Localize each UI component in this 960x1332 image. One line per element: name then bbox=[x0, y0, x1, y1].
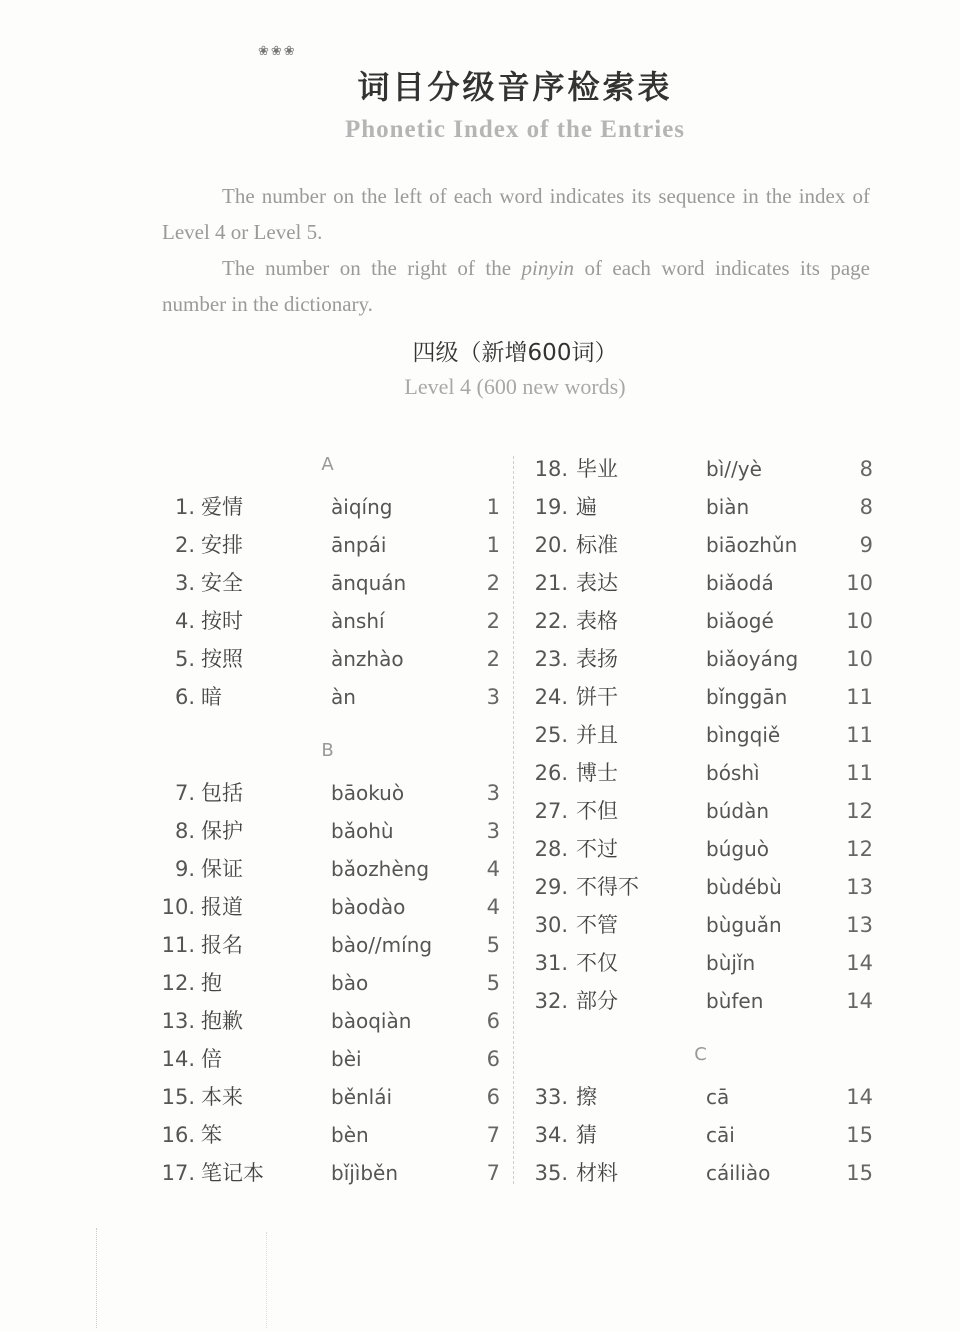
entry-number: 17. bbox=[161, 1161, 195, 1185]
entry-page: 9 bbox=[859, 533, 873, 557]
entry-list-b-left bbox=[155, 774, 500, 1192]
entry-page: 5 bbox=[486, 971, 500, 995]
intro-paragraph-2-start: The number on the right of the bbox=[222, 256, 522, 280]
entry-pinyin: běnlái bbox=[331, 1085, 393, 1109]
entry-page: 4 bbox=[486, 857, 500, 881]
index-entry bbox=[155, 774, 500, 812]
entry-number: 6. bbox=[174, 685, 195, 709]
page-title-english: Phonetic Index of the Entries bbox=[344, 116, 686, 143]
scan-edge-mark bbox=[96, 1228, 99, 1328]
entry-number: 23. bbox=[534, 647, 568, 671]
index-entry bbox=[155, 678, 500, 716]
entry-page: 8 bbox=[859, 457, 873, 481]
section-letter-a: A bbox=[321, 454, 334, 475]
entry-list-b-right bbox=[528, 450, 873, 1020]
entry-number: 13. bbox=[161, 1009, 195, 1033]
entry-pinyin: bùjǐn bbox=[706, 951, 756, 975]
entry-word: 并且 bbox=[576, 723, 618, 747]
entry-number: 22. bbox=[534, 609, 568, 633]
entry-pinyin: bào bbox=[331, 971, 369, 995]
entry-word: 标准 bbox=[576, 533, 618, 557]
entry-page: 15 bbox=[846, 1161, 873, 1185]
index-entry bbox=[528, 716, 873, 754]
index-entry bbox=[155, 526, 500, 564]
entry-pinyin: ānpái bbox=[331, 533, 387, 557]
entry-page: 11 bbox=[846, 761, 873, 785]
index-entry bbox=[155, 564, 500, 602]
entry-pinyin: cāi bbox=[706, 1123, 735, 1147]
entry-word: 不仅 bbox=[576, 951, 618, 975]
index-entry bbox=[155, 1116, 500, 1154]
entry-pinyin: bèn bbox=[331, 1123, 369, 1147]
entry-pinyin: cáiliào bbox=[706, 1161, 771, 1185]
entry-pinyin: ānquán bbox=[331, 571, 407, 595]
entry-pinyin: bùfen bbox=[706, 989, 764, 1013]
entry-number: 9. bbox=[174, 857, 195, 881]
entry-pinyin: bāokuò bbox=[331, 781, 405, 805]
entry-number: 10. bbox=[161, 895, 195, 919]
index-entry bbox=[528, 792, 873, 830]
entry-word: 本来 bbox=[201, 1085, 243, 1109]
entry-number: 2. bbox=[174, 533, 195, 557]
entry-page: 12 bbox=[846, 799, 873, 823]
entry-word: 材料 bbox=[576, 1161, 618, 1185]
entry-pinyin: bǐjìběn bbox=[331, 1161, 399, 1185]
entry-list-c bbox=[528, 1078, 873, 1192]
entry-number: 7. bbox=[174, 781, 195, 805]
entry-pinyin: biǎoyáng bbox=[706, 647, 799, 671]
index-entry bbox=[155, 888, 500, 926]
entry-number: 20. bbox=[534, 533, 568, 557]
entry-word: 包括 bbox=[201, 781, 243, 805]
section-letter-b: B bbox=[321, 740, 334, 761]
entry-page: 4 bbox=[486, 895, 500, 919]
index-entry bbox=[528, 1116, 873, 1154]
entry-page: 3 bbox=[486, 819, 500, 843]
entry-word: 报道 bbox=[201, 895, 243, 919]
section-letter-c: C bbox=[694, 1044, 707, 1065]
intro-paragraph-2 bbox=[162, 250, 870, 322]
intro-text bbox=[162, 178, 870, 322]
entry-word: 不管 bbox=[576, 913, 618, 937]
entry-pinyin: bùguǎn bbox=[706, 913, 782, 937]
entry-word: 表格 bbox=[576, 609, 618, 633]
entry-word: 饼干 bbox=[576, 685, 618, 709]
index-entry bbox=[155, 1040, 500, 1078]
entry-word: 报名 bbox=[201, 933, 243, 957]
entry-word: 不得不 bbox=[576, 875, 639, 899]
entry-pinyin: ànzhào bbox=[331, 647, 404, 671]
index-entry bbox=[155, 488, 500, 526]
entry-page: 13 bbox=[846, 913, 873, 937]
entry-number: 27. bbox=[534, 799, 568, 823]
index-entry bbox=[528, 868, 873, 906]
entry-word: 倍 bbox=[201, 1047, 222, 1071]
index-entry bbox=[528, 944, 873, 982]
entry-page: 13 bbox=[846, 875, 873, 899]
entry-number: 21. bbox=[534, 571, 568, 595]
entry-page: 5 bbox=[486, 933, 500, 957]
index-entry bbox=[528, 982, 873, 1020]
entry-number: 26. bbox=[534, 761, 568, 785]
index-entry bbox=[528, 830, 873, 868]
entry-number: 34. bbox=[534, 1123, 568, 1147]
entry-word: 按时 bbox=[201, 609, 243, 633]
index-entry bbox=[528, 450, 873, 488]
entry-pinyin: biāozhǔn bbox=[706, 533, 798, 557]
entry-number: 11. bbox=[161, 933, 195, 957]
index-entry bbox=[155, 1154, 500, 1192]
entry-word: 表达 bbox=[576, 571, 618, 595]
entry-number: 18. bbox=[534, 457, 568, 481]
entry-word: 安全 bbox=[201, 571, 243, 595]
entry-word: 不但 bbox=[576, 799, 618, 823]
entry-pinyin: bóshì bbox=[706, 761, 760, 785]
index-entry bbox=[528, 1078, 873, 1116]
entry-page: 7 bbox=[486, 1161, 500, 1185]
index-entry bbox=[155, 926, 500, 964]
entry-pinyin: bào//míng bbox=[331, 933, 433, 957]
entry-pinyin: bì//yè bbox=[706, 457, 762, 481]
column-divider bbox=[513, 456, 514, 1184]
entry-word: 保证 bbox=[201, 857, 243, 881]
entry-number: 24. bbox=[534, 685, 568, 709]
index-entry bbox=[155, 850, 500, 888]
entry-word: 爱情 bbox=[201, 495, 243, 519]
intro-pinyin-word: pinyin bbox=[521, 256, 574, 280]
entry-page: 11 bbox=[846, 723, 873, 747]
entry-page: 10 bbox=[846, 647, 873, 671]
entry-number: 4. bbox=[174, 609, 195, 633]
entry-number: 33. bbox=[534, 1085, 568, 1109]
entry-word: 按照 bbox=[201, 647, 243, 671]
entry-page: 8 bbox=[859, 495, 873, 519]
entry-word: 不过 bbox=[576, 837, 618, 861]
scan-edge-mark bbox=[266, 1232, 269, 1328]
entry-word: 博士 bbox=[576, 761, 618, 785]
ornament-mark: ❀❀❀ bbox=[258, 44, 297, 59]
index-entry bbox=[528, 640, 873, 678]
entry-number: 29. bbox=[534, 875, 568, 899]
entry-pinyin: bèi bbox=[331, 1047, 362, 1071]
entry-word: 猜 bbox=[576, 1123, 597, 1147]
entry-pinyin: cā bbox=[706, 1085, 730, 1109]
entry-pinyin: biàn bbox=[706, 495, 750, 519]
entry-page: 14 bbox=[846, 989, 873, 1013]
entry-pinyin: búguò bbox=[706, 837, 769, 861]
entry-number: 3. bbox=[174, 571, 195, 595]
entry-pinyin: bàodào bbox=[331, 895, 406, 919]
level-heading-chinese: 四级（新增600词） bbox=[412, 340, 618, 366]
entry-page: 6 bbox=[486, 1009, 500, 1033]
entry-number: 32. bbox=[534, 989, 568, 1013]
entry-pinyin: bìngqiě bbox=[706, 723, 781, 747]
entry-number: 14. bbox=[161, 1047, 195, 1071]
entry-page: 6 bbox=[486, 1047, 500, 1071]
entry-word: 笔记本 bbox=[201, 1161, 264, 1185]
entry-pinyin: búdàn bbox=[706, 799, 769, 823]
entry-pinyin: bǎohù bbox=[331, 819, 394, 843]
intro-paragraph-1: The number on the left of each word indicates its sequence in the index of Level 4 or Level 5. bbox=[162, 184, 870, 244]
entry-page: 2 bbox=[486, 571, 500, 595]
entry-pinyin: àn bbox=[331, 685, 356, 709]
entry-page: 6 bbox=[486, 1085, 500, 1109]
entry-number: 12. bbox=[161, 971, 195, 995]
index-entry bbox=[155, 1078, 500, 1116]
entry-number: 25. bbox=[534, 723, 568, 747]
entry-number: 1. bbox=[174, 495, 195, 519]
entry-word: 毕业 bbox=[576, 457, 618, 481]
entry-page: 14 bbox=[846, 1085, 873, 1109]
entry-word: 暗 bbox=[201, 685, 222, 709]
entry-pinyin: bǎozhèng bbox=[331, 857, 430, 881]
entry-number: 8. bbox=[174, 819, 195, 843]
index-entry bbox=[528, 564, 873, 602]
index-column-left bbox=[155, 450, 500, 1192]
entry-page: 11 bbox=[846, 685, 873, 709]
entry-number: 31. bbox=[534, 951, 568, 975]
entry-page: 15 bbox=[846, 1123, 873, 1147]
index-entry bbox=[528, 754, 873, 792]
entry-word: 安排 bbox=[201, 533, 243, 557]
entry-pinyin: biǎodá bbox=[706, 571, 774, 595]
entry-pinyin: ànshí bbox=[331, 609, 385, 633]
entry-pinyin: bùdébù bbox=[706, 875, 782, 899]
entry-pinyin: biǎogé bbox=[706, 609, 774, 633]
entry-page: 10 bbox=[846, 571, 873, 595]
entry-pinyin: bǐnggān bbox=[706, 685, 788, 709]
entry-word: 擦 bbox=[576, 1085, 597, 1109]
entry-page: 1 bbox=[486, 533, 500, 557]
entry-number: 16. bbox=[161, 1123, 195, 1147]
index-entry bbox=[528, 488, 873, 526]
entry-word: 抱歉 bbox=[201, 1009, 243, 1033]
entry-page: 7 bbox=[486, 1123, 500, 1147]
index-entry bbox=[528, 906, 873, 944]
index-entry bbox=[528, 526, 873, 564]
entry-number: 35. bbox=[534, 1161, 568, 1185]
entry-word: 遍 bbox=[576, 495, 597, 519]
index-entry bbox=[155, 602, 500, 640]
entry-word: 笨 bbox=[201, 1123, 222, 1147]
entry-page: 3 bbox=[486, 685, 500, 709]
entry-page: 2 bbox=[486, 647, 500, 671]
entry-word: 部分 bbox=[576, 989, 618, 1013]
entry-number: 28. bbox=[534, 837, 568, 861]
level-heading-english: Level 4 (600 new words) bbox=[404, 374, 626, 399]
entry-word: 抱 bbox=[201, 971, 222, 995]
entry-pinyin: bàoqiàn bbox=[331, 1009, 412, 1033]
index-entry bbox=[528, 678, 873, 716]
page-title-chinese: 词目分级音序检索表 bbox=[357, 68, 673, 106]
index-entry bbox=[155, 812, 500, 850]
entry-pinyin: àiqíng bbox=[331, 495, 393, 519]
entry-word: 表扬 bbox=[576, 647, 618, 671]
entry-page: 2 bbox=[486, 609, 500, 633]
entry-page: 10 bbox=[846, 609, 873, 633]
index-entry bbox=[155, 640, 500, 678]
entry-number: 15. bbox=[161, 1085, 195, 1109]
entry-word: 保护 bbox=[201, 819, 243, 843]
entry-number: 19. bbox=[534, 495, 568, 519]
index-entry bbox=[528, 1154, 873, 1192]
entry-page: 14 bbox=[846, 951, 873, 975]
intro-paragraph-2-end: of each word indicates its page number in the dictionary. bbox=[162, 256, 870, 316]
entry-page: 12 bbox=[846, 837, 873, 861]
entry-page: 3 bbox=[486, 781, 500, 805]
index-entry bbox=[528, 602, 873, 640]
index-entry bbox=[155, 964, 500, 1002]
entry-number: 5. bbox=[174, 647, 195, 671]
entry-page: 1 bbox=[486, 495, 500, 519]
entry-number: 30. bbox=[534, 913, 568, 937]
index-entry bbox=[155, 1002, 500, 1040]
entry-list-a bbox=[155, 488, 500, 716]
index-column-right bbox=[528, 450, 873, 1192]
